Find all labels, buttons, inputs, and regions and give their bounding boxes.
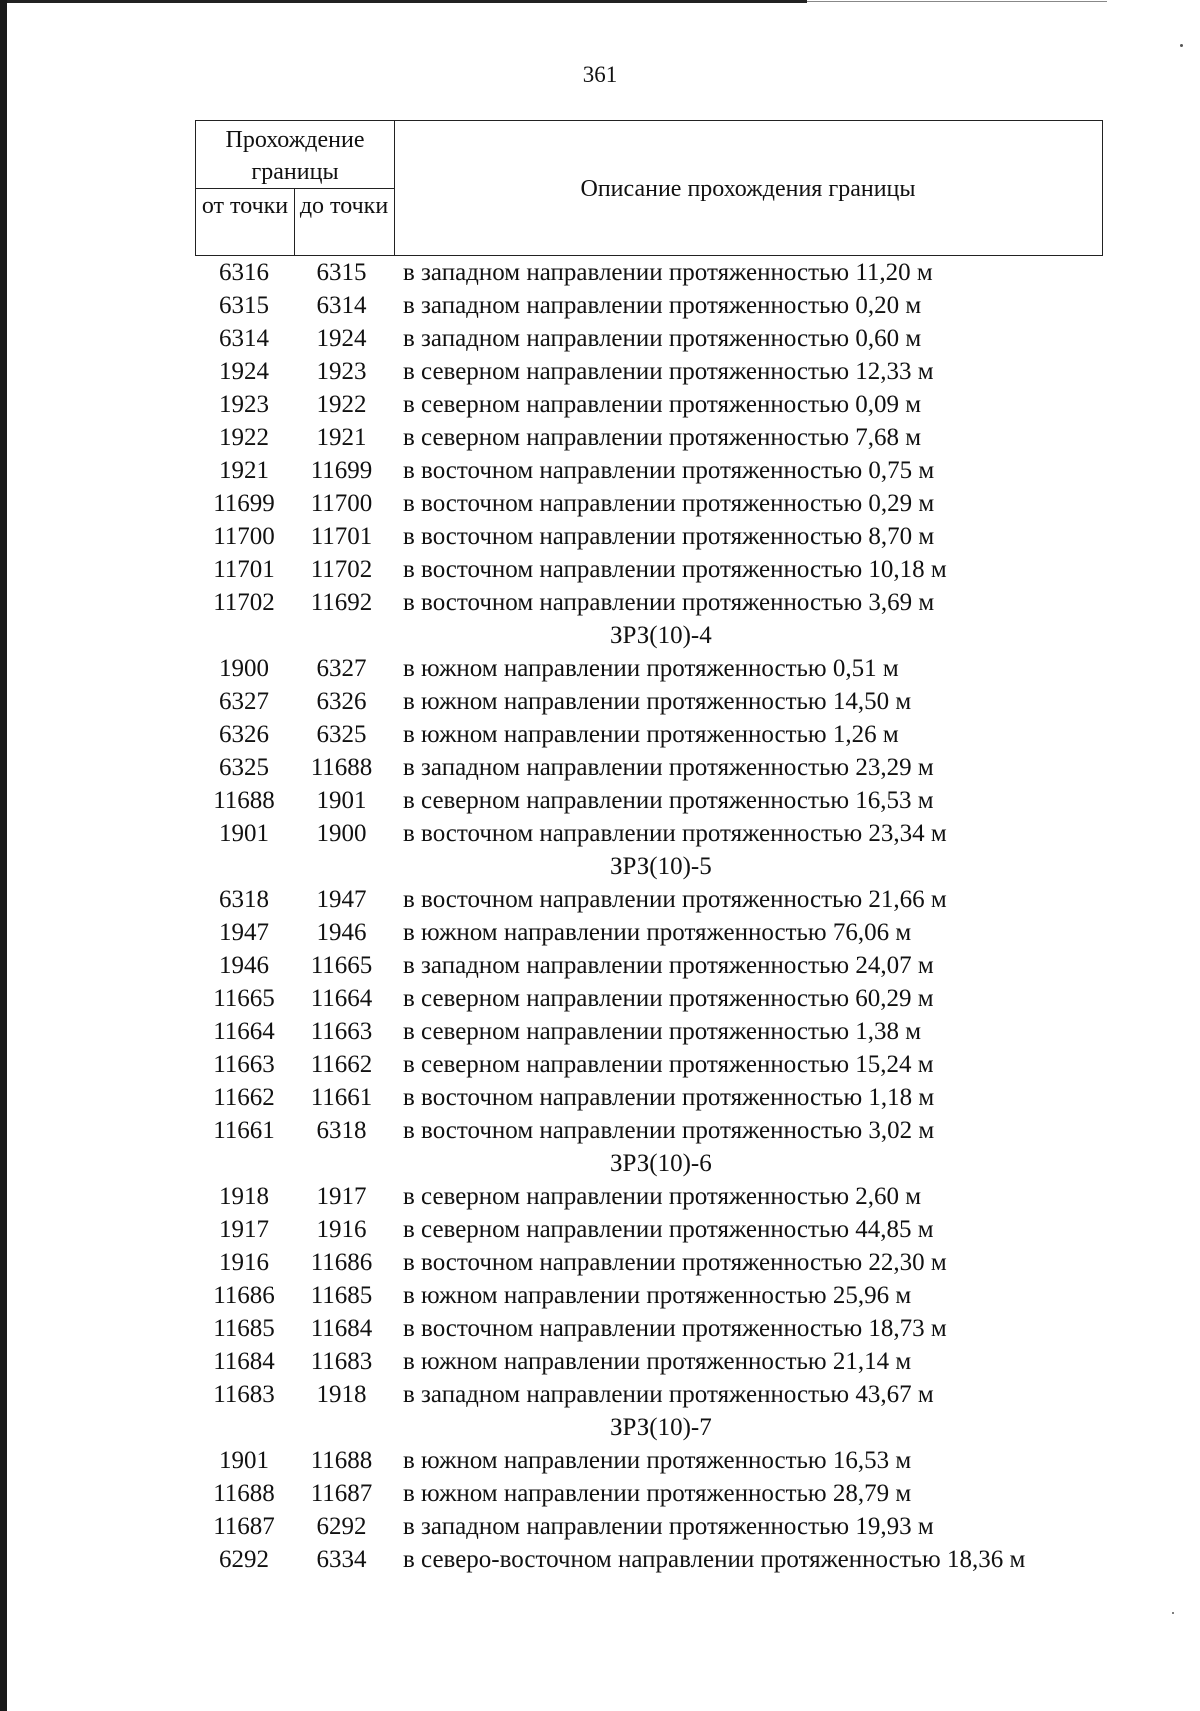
description-cell: в западном направлении протяженностью 43,67 м	[403, 1381, 934, 1408]
to-point-cell: 11684	[310, 1315, 373, 1342]
from-point-cell: 11687	[213, 1513, 275, 1540]
table-row	[195, 1279, 1155, 1312]
zone-section-title	[195, 1411, 1155, 1444]
to-point-cell: 11700	[310, 490, 373, 517]
scan-speck	[1180, 44, 1183, 47]
from-point-cell: 6326	[219, 721, 269, 748]
from-point-cell: 11662	[213, 1084, 275, 1111]
description-cell: в южном направлении протяженностью 14,50 м	[403, 688, 912, 715]
description-cell: в восточном направлении протяженностью 18,73 м	[403, 1315, 947, 1342]
description-cell: в северном направлении протяженностью 12,33 м	[403, 358, 934, 385]
table-header	[195, 120, 1103, 256]
to-point-cell: 6314	[316, 292, 367, 319]
description-cell: в южном направлении протяженностью 25,96 м	[403, 1282, 912, 1309]
table-row	[195, 1180, 1155, 1213]
table-row	[195, 1378, 1155, 1411]
description-cell: в восточном направлении протяженностью 0,29 м	[403, 490, 935, 517]
to-point-cell: 1947	[316, 886, 367, 913]
table-row	[195, 388, 1155, 421]
from-point-cell: 11665	[213, 985, 275, 1012]
from-point-cell: 1946	[219, 952, 269, 979]
table-row	[195, 883, 1155, 916]
to-point-cell: 6318	[316, 1117, 367, 1144]
table-row	[195, 1543, 1155, 1576]
description-cell: в южном направлении протяженностью 1,26 м	[403, 721, 899, 748]
to-point-cell: 11699	[310, 457, 373, 484]
to-point-cell: 6325	[316, 721, 367, 748]
description-cell: в южном направлении протяженностью 28,79 м	[403, 1480, 912, 1507]
table-row	[195, 256, 1155, 289]
to-point-cell: 6315	[316, 259, 367, 286]
to-point-cell: 11687	[310, 1480, 373, 1507]
to-point-cell: 1921	[316, 424, 367, 451]
from-point-cell: 11700	[213, 523, 275, 550]
description-cell: в восточном направлении протяженностью 21,66 м	[403, 886, 947, 913]
from-point-cell: 1921	[219, 457, 269, 484]
to-point-cell: 1900	[316, 820, 367, 847]
zone-section-title	[195, 619, 1155, 652]
zone-section-label: ЗРЗ(10)-7	[610, 1414, 712, 1441]
table-row	[195, 586, 1155, 619]
from-point-cell: 1916	[219, 1249, 269, 1276]
table-row	[195, 1015, 1155, 1048]
to-point-cell: 6334	[316, 1546, 367, 1573]
to-point-cell: 11692	[310, 589, 373, 616]
table-row	[195, 784, 1155, 817]
to-point-cell: 11665	[310, 952, 373, 979]
to-point-cell: 11688	[310, 754, 373, 781]
table-row	[195, 718, 1155, 751]
table-row	[195, 487, 1155, 520]
page-number: 361	[582, 62, 618, 87]
from-point-cell: 1924	[219, 358, 269, 385]
description-cell: в западном направлении протяженностью 23,29 м	[403, 754, 934, 781]
table-row	[195, 685, 1155, 718]
zone-section-label: ЗРЗ(10)-6	[610, 1150, 712, 1177]
to-point-cell: 1901	[316, 787, 367, 814]
from-point-cell: 11688	[213, 787, 275, 814]
to-point-cell: 11661	[310, 1084, 373, 1111]
to-point-cell: 11685	[310, 1282, 373, 1309]
from-point-cell: 6315	[219, 292, 269, 319]
table-row	[195, 652, 1155, 685]
header-divider	[196, 188, 394, 189]
table-row	[195, 1213, 1155, 1246]
from-point-cell: 11688	[213, 1480, 275, 1507]
from-point-cell: 11701	[213, 556, 275, 583]
from-point-cell: 11661	[213, 1117, 275, 1144]
to-point-cell: 1946	[316, 919, 367, 946]
description-cell: в северном направлении протяженностью 16,53 м	[403, 787, 934, 814]
description-cell: в восточном направлении протяженностью 3,69 м	[403, 589, 935, 616]
description-cell: в южном направлении протяженностью 16,53 м	[403, 1447, 912, 1474]
from-point-cell: 6316	[219, 259, 269, 286]
table-row	[195, 454, 1155, 487]
table-row	[195, 982, 1155, 1015]
table-row	[195, 1477, 1155, 1510]
scan-edge-top-faint	[807, 1, 1107, 2]
from-point-cell: 1923	[219, 391, 269, 418]
zone-section-label: ЗРЗ(10)-4	[610, 622, 712, 649]
from-point-cell: 11684	[213, 1348, 275, 1375]
from-point-cell: 6318	[219, 886, 269, 913]
from-point-cell: 1900	[219, 655, 269, 682]
to-point-cell: 1917	[316, 1183, 367, 1210]
scan-edge-left	[0, 0, 7, 1711]
to-point-cell: 11663	[310, 1018, 373, 1045]
table-row	[195, 289, 1155, 322]
from-point-cell: 6327	[219, 688, 269, 715]
table-row	[195, 751, 1155, 784]
table-row	[195, 355, 1155, 388]
to-point-cell: 11683	[310, 1348, 373, 1375]
description-cell: в восточном направлении протяженностью 0,75 м	[403, 457, 935, 484]
from-point-cell: 1918	[219, 1183, 269, 1210]
description-cell: в северном направлении протяженностью 44,85 м	[403, 1216, 934, 1243]
table-row	[195, 1048, 1155, 1081]
from-point-cell: 6325	[219, 754, 269, 781]
from-point-cell: 1922	[219, 424, 269, 451]
scan-speck	[1172, 1612, 1174, 1614]
from-point-cell: 11683	[213, 1381, 275, 1408]
description-cell: в северном направлении протяженностью 1,38 м	[403, 1018, 922, 1045]
from-point-cell: 6292	[219, 1546, 269, 1573]
to-point-cell: 6292	[316, 1513, 367, 1540]
to-point-cell: 11664	[310, 985, 373, 1012]
from-point-cell: 1947	[219, 919, 269, 946]
header-group-title: Прохождение границы	[225, 127, 365, 185]
to-point-cell: 6327	[316, 655, 367, 682]
table-row	[195, 520, 1155, 553]
to-point-cell: 1924	[316, 325, 367, 352]
from-point-cell: 11699	[213, 490, 275, 517]
table-row	[195, 949, 1155, 982]
header-divider	[294, 189, 295, 255]
from-point-cell: 11686	[213, 1282, 275, 1309]
to-point-cell: 11686	[310, 1249, 373, 1276]
zone-section-title	[195, 1147, 1155, 1180]
to-point-cell: 11702	[310, 556, 373, 583]
description-cell: в западном направлении протяженностью 19,93 м	[403, 1513, 934, 1540]
from-point-cell: 11664	[213, 1018, 275, 1045]
description-cell: в восточном направлении протяженностью 23,34 м	[403, 820, 947, 847]
to-point-cell: 11662	[310, 1051, 373, 1078]
table-row	[195, 421, 1155, 454]
from-point-cell: 1901	[219, 820, 269, 847]
description-cell: в западном направлении протяженностью 24,07 м	[403, 952, 934, 979]
header-from-point: от точки	[201, 193, 289, 219]
table-row	[195, 1081, 1155, 1114]
to-point-cell: 1923	[316, 358, 367, 385]
description-cell: в южном направлении протяженностью 0,51 м	[403, 655, 899, 682]
table-row	[195, 1345, 1155, 1378]
table-row	[195, 1510, 1155, 1543]
table-row	[195, 322, 1155, 355]
table-row	[195, 1312, 1155, 1345]
zone-section-label: ЗРЗ(10)-5	[610, 853, 712, 880]
description-cell: в восточном направлении протяженностью 1,18 м	[403, 1084, 935, 1111]
to-point-cell: 6326	[316, 688, 367, 715]
from-point-cell: 1901	[219, 1447, 269, 1474]
header-to-point: до точки	[299, 193, 389, 219]
description-cell: в западном направлении протяженностью 0,60 м	[403, 325, 922, 352]
from-point-cell: 1917	[219, 1216, 269, 1243]
to-point-cell: 1918	[316, 1381, 367, 1408]
description-cell: в западном направлении протяженностью 11,20 м	[403, 259, 933, 286]
description-cell: в северном направлении протяженностью 0,09 м	[403, 391, 922, 418]
to-point-cell: 1922	[316, 391, 367, 418]
zone-section-title	[195, 850, 1155, 883]
description-cell: в восточном направлении протяженностью 22,30 м	[403, 1249, 947, 1276]
description-cell: в северном направлении протяженностью 15,24 м	[403, 1051, 934, 1078]
from-point-cell: 6314	[219, 325, 269, 352]
table-row	[195, 817, 1155, 850]
from-point-cell: 11685	[213, 1315, 275, 1342]
description-cell: в восточном направлении протяженностью 10,18 м	[403, 556, 947, 583]
description-cell: в южном направлении протяженностью 21,14 м	[403, 1348, 912, 1375]
description-cell: в восточном направлении протяженностью 3,02 м	[403, 1117, 935, 1144]
header-description: Описание прохождения границы	[580, 176, 916, 202]
boundary-table-body	[195, 256, 1155, 1576]
header-divider	[394, 121, 395, 255]
description-cell: в северном направлении протяженностью 60,29 м	[403, 985, 934, 1012]
from-point-cell: 11702	[213, 589, 275, 616]
description-cell: в северо-восточном направлении протяженностью 18,36 м	[403, 1546, 1026, 1573]
from-point-cell: 11663	[213, 1051, 275, 1078]
table-row	[195, 553, 1155, 586]
table-row	[195, 916, 1155, 949]
to-point-cell: 11701	[310, 523, 373, 550]
table-row	[195, 1246, 1155, 1279]
scan-edge-top	[7, 0, 807, 3]
table-row	[195, 1114, 1155, 1147]
description-cell: в северном направлении протяженностью 2,60 м	[403, 1183, 922, 1210]
description-cell: в северном направлении протяженностью 7,68 м	[403, 424, 922, 451]
description-cell: в западном направлении протяженностью 0,20 м	[403, 292, 922, 319]
to-point-cell: 1916	[316, 1216, 367, 1243]
description-cell: в южном направлении протяженностью 76,06 м	[403, 919, 912, 946]
description-cell: в восточном направлении протяженностью 8,70 м	[403, 523, 935, 550]
table-row	[195, 1444, 1155, 1477]
to-point-cell: 11688	[310, 1447, 373, 1474]
